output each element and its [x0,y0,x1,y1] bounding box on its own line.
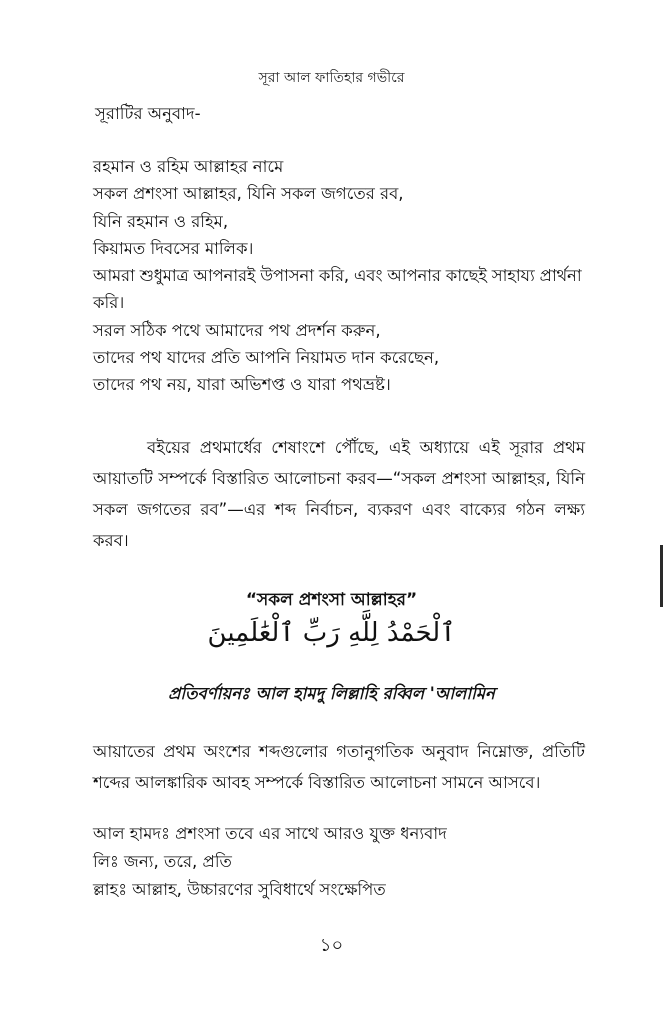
glossary-entry: ল্লাহঃ আল্লাহ, উচ্চারণের সুবিধার্থে সংক্ষেপিত [93,880,386,899]
paragraph-line: আয়াতের প্রথম অংশের শব্দগুলোর গতানুগতিক অনুবাদ নিম্নোক্ত, প্রতিটি [93,742,585,761]
paragraph-line-first [93,432,585,463]
running-header: সূরা আল ফাতিহার গভীরে [258,70,405,86]
translation-line: তাদের পথ যাদের প্রতি আপনি নিয়ামত দান করেছেন, [93,348,440,368]
translation-line: করি। [93,293,125,313]
paragraph-line: করব। [93,531,129,550]
explanation-paragraph [93,736,585,798]
transliteration-line: প্রতিবর্ণায়নঃ আল হামদু লিল্লাহি রব্বিল 'আলামিন [168,684,495,703]
translation-line: সরল সঠিক পথে আমাদের পথ প্রদর্শন করুন, [93,320,381,340]
translation-line: রহমান ও রহিম আল্লাহর নামে [93,157,284,176]
paragraph-line: সকল জগতের রব”—এর শব্দ নির্বাচন, ব্যকরণ এবং বাক্যের গঠন লক্ষ্য [93,500,585,519]
surah-translation [93,153,585,399]
glossary-entry: আল হামদঃ প্রশংসা তবে এর সাথে আরও যুক্ত ধন্যবাদ [93,824,447,843]
translation-line: আমরা শুধুমাত্র আপনারই উপাসনা করি, এবং আপনার কাছেই সাহায্য প্রার্থনা [93,266,582,286]
paragraph-line: আয়াতটি সম্পর্কে বিস্তারিত আলোচনা করব—“সকল প্রশংসা আল্লাহর, যিনি [93,469,585,488]
intro-paragraph [93,432,585,556]
page-number: ১০ [319,935,344,956]
translation-line: তাদের পথ নয়, যারা অভিশপ্ত ও যারা পথভ্রষ্ট। [93,375,391,395]
glossary-entry: লিঃ জন্য, তরে, প্রতি [93,852,232,871]
paragraph-line-text: বইয়ের প্রথমার্ধের শেষাংশে পৌঁছে, এই অধ্যায়ে এই সূরার প্রথম [147,438,585,457]
section-heading: “সকল প্রশংসা আল্লাহর” [245,590,418,610]
word-glossary [93,820,585,904]
translation-line: যিনি রহমান ও রহিম, [93,211,229,231]
paragraph-line: শব্দের আলঙ্কারিক আবহ সম্পর্কে বিস্তারিত আলোচনা সামনে আসবে। [93,773,541,792]
section-label: সূরাটির অনুবাদ- [95,104,201,123]
arabic-verse: ٱلْحَمْدُ لِلَّهِ رَبِّ ٱلْعَٰلَمِينَ [207,618,456,648]
translation-line: কিয়ামত দিবসের মালিক। [93,238,254,258]
translation-line: সকল প্রশংসা আল্লাহর, যিনি সকল জগতের রব, [93,184,404,204]
